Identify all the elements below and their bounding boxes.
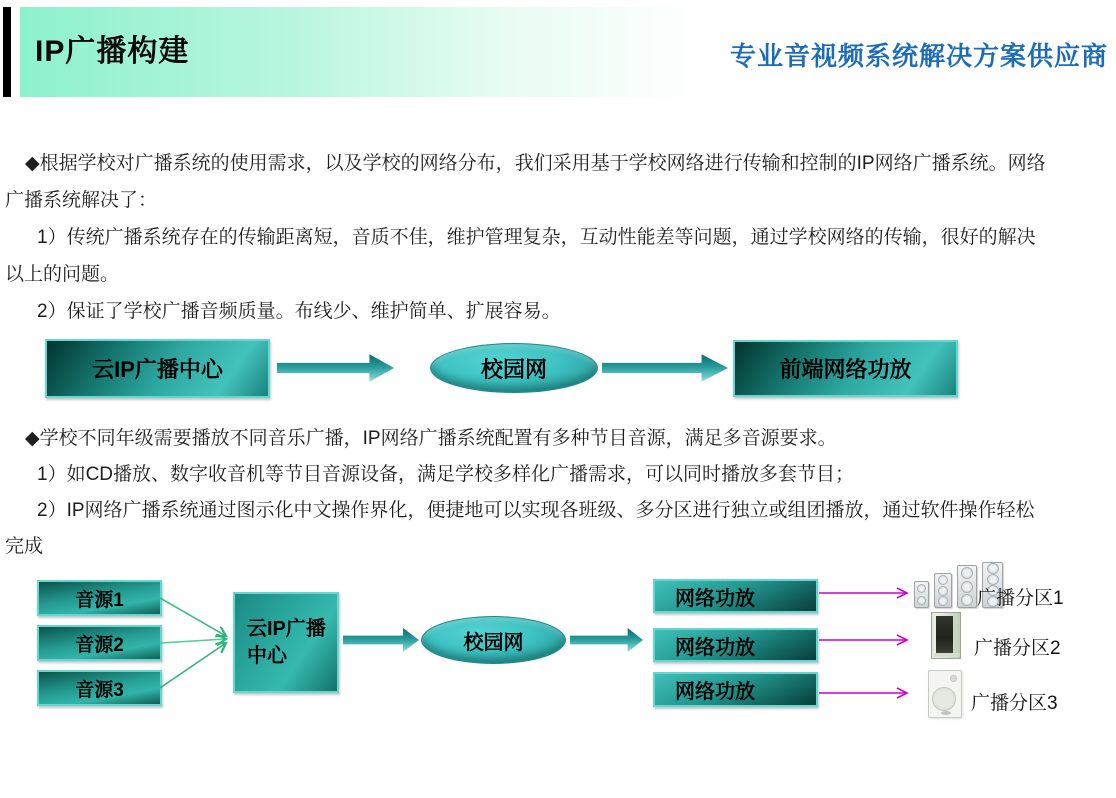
text-line: ◆学校不同年级需要播放不同音乐广播，IP网络广播系统配置有多种节目音源，满足多音源要求。 (25, 428, 837, 449)
d1-network-ellipse: 校园网 (430, 343, 598, 393)
text-line: 广播系统解决了： (5, 190, 158, 211)
speaker-badge (941, 711, 951, 715)
zone-label-1: 广播分区1 (977, 588, 1064, 609)
d2-amp-box-2: 网络功放 (653, 628, 818, 662)
paragraph-block-2 (5, 421, 1111, 565)
text-line: 1）传统广播系统存在的传输距离短，音质不佳，维护管理复杂，互动性能差等问题，通过学校网络的传输，很好的解决 (37, 227, 1036, 248)
text-line: 2）保证了学校广播音频质量。布线少、维护简单、扩展容易。 (37, 301, 561, 322)
text-line: 以上的问题。 (5, 264, 120, 285)
tweeter-dot (950, 675, 957, 682)
d2-amp-box-3: 网络功放 (653, 672, 818, 707)
text-line: ◆根据学校对广播系统的使用需求，以及学校的网络分布，我们采用基于学校网络进行传输和控制的IP网络广播系统。网络 (25, 153, 1046, 174)
company-slogan: 专业音视频系统解决方案供应商 (729, 41, 1108, 71)
cabinet-speaker-image (928, 670, 962, 718)
d1-target-box: 前端网络功放 (733, 340, 958, 397)
zone-label-3: 广播分区3 (971, 693, 1058, 714)
green-converging-arrows-icon (160, 588, 238, 698)
page-title: IP广播构建 (35, 35, 190, 68)
magenta-arrow-icon (819, 586, 915, 600)
zone-label-2: 广播分区2 (974, 638, 1061, 659)
wall-speaker-image (931, 612, 961, 659)
header-accent-bar (3, 7, 11, 97)
column-speaker-icon (957, 565, 977, 608)
text-line: 完成 (5, 536, 44, 557)
text-line: 2）IP网络广播系统通过图示化中文操作界化，便捷地可以实现各班级、多分区进行独立或组团播放，通过软件操作轻松 (37, 500, 1035, 521)
arrow-right-icon (277, 353, 394, 383)
d2-amp-box-1: 网络功放 (653, 579, 818, 613)
arrow-right-icon (570, 627, 643, 653)
speaker-grill (936, 616, 953, 653)
arrow-right-icon (343, 627, 419, 653)
arrow-right-icon (602, 353, 728, 383)
column-speaker-icon (934, 573, 952, 608)
magenta-arrow-icon (819, 633, 915, 647)
d2-center-box: 云IP广播中心 (233, 592, 339, 693)
d2-source-box-1: 音源1 (37, 580, 162, 616)
d2-source-box-3: 音源3 (37, 670, 162, 706)
paragraph-block-1 (5, 145, 1111, 330)
text-line: 1）如CD播放、数字收音机等节目音源设备，满足学校多样化广播需求，可以同时播放多套节目； (37, 464, 855, 485)
column-speaker-icon (914, 581, 929, 608)
d2-network-ellipse: 校园网 (421, 616, 566, 664)
d1-source-box: 云IP广播中心 (45, 339, 270, 398)
speaker-base (934, 653, 959, 657)
speaker-grill (932, 687, 956, 711)
d2-source-box-2: 音源2 (37, 625, 162, 661)
magenta-arrow-icon (819, 686, 915, 700)
